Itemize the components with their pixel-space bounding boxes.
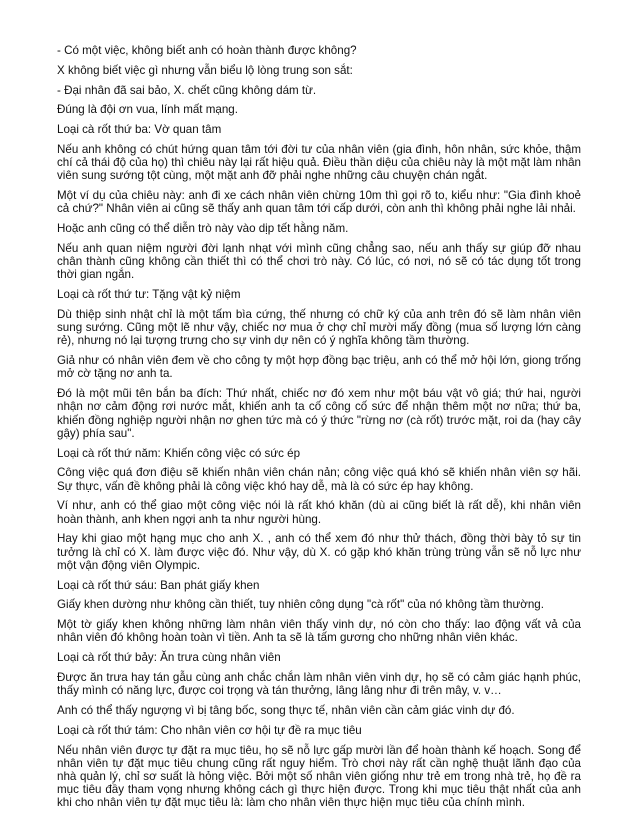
paragraph: Đó là một mũi tên bắn ba đích: Thứ nhất, chiếc nơ đó xem như một báu vật vô giá; thứ hai, người nhận nơ cảm động rơi nước mắt, khiến anh ta cố công cố sức để nhận thêm một nơ nữa; thứ ba, khiến đồng nghiệp người nhận nơ ghen tức mà có ý thức "rừng nơ (cà rốt) trước mặt, roi da (hay cây gậy) phía sau". — [57, 387, 581, 440]
paragraph: X không biết việc gì nhưng vẫn biểu lộ lòng trung son sắt: — [57, 63, 353, 77]
paragraph: Được ăn trưa hay tán gẫu cùng anh chắc chắn làm nhân viên vinh dự, họ sẽ có cảm giác hạnh phúc, thấy mình có năng lực, được coi trọng và tán thưởng, lâng lâng như đi trên mây, v. v… — [57, 670, 581, 698]
section-heading: Loại cà rốt thứ năm: Khiến công việc có sức ép — [57, 446, 301, 460]
paragraph: Hoặc anh cũng có thể diễn trò này vào dịp tết hằng năm. — [57, 222, 349, 236]
section-heading: Loại cà rốt thứ tám: Cho nhân viên cơ hội tự đề ra mục tiêu — [57, 723, 362, 737]
paragraph: Anh có thể thấy ngượng vì bị tâng bốc, song thực tế, nhân viên cần cảm giác vinh dự đó. — [57, 703, 515, 717]
paragraph: Nếu anh không có chút hứng quan tâm tới đời tư của nhân viên (gia đình, hôn nhân, sức khỏe, thậm chí cả thái độ của họ) thì chiêu này lại rất hiệu quả. Điều thần diệu của chiêu này là một mặt làm nhân viên sung sướng tột cùng, một mặt anh đỡ phải nghe những câu chuyện chán ngắt. — [57, 142, 581, 183]
section-heading: Loại cà rốt thứ tư: Tặng vật kỷ niệm — [57, 288, 241, 302]
paragraph: Dù thiệp sinh nhật chỉ là một tấm bìa cứng, thế nhưng có chữ ký của anh trên đó sẽ làm nhân viên sung sướng. Cũng một lẽ như vậy, chiếc nơ mua ở chợ chỉ mười mấy đồng (mua số lượng lớn càng rẻ), nhưng nó lại tượng trưng cho sự vinh dự nên có ý nghĩa không tầm thường. — [57, 307, 581, 348]
paragraph: Nếu nhân viên được tự đặt ra mục tiêu, họ sẽ nỗ lực gấp mười lần để hoàn thành kế hoạch. Song để nhân viên tự đặt mục tiêu chung cũng rất nguy hiểm. Trò chơi này rất cần nghệ thuật lãnh đạo của nhà quản lý, chỉ sơ suất là hỏng việc. Bởi một số nhân viên giống như trẻ em trong nhà trẻ, họ đề ra mục tiêu đầy tham vọng nhưng không cách gì thực hiện được. Trong khi mục tiêu thật nhất của anh khi cho nhân viên tự đặt mục tiêu là: làm cho nhân viên thực hiện mục tiêu của chính mình. — [57, 743, 581, 810]
paragraph: Đúng là đội ơn vua, lính mất mạng. — [57, 103, 238, 117]
document-page — [57, 44, 581, 816]
paragraph: - Đại nhân đã sai bảo, X. chết cũng không dám từ. — [57, 83, 317, 97]
section-heading: Loại cà rốt thứ ba: Vờ quan tâm — [57, 123, 222, 137]
paragraph: Công việc quá đơn điệu sẽ khiến nhân viên chán nản; công việc quá khó sẽ khiến nhân viên sợ hãi. Sự thực, vấn đề không phải là công việc khó hay dễ, mà là có sức ép hay không. — [57, 466, 581, 493]
paragraph: Giấy khen dường như không cần thiết, tuy nhiên công dụng "cà rốt" của nó không tầm thường. — [57, 598, 544, 612]
paragraph: Ví như, anh có thể giao một công việc nói là rất khó khăn (dù ai cũng biết là rất dễ), khi nhân viên hoàn thành, anh khen ngợi anh ta như người hùng. — [57, 499, 581, 526]
section-heading: Loại cà rốt thứ bảy: Ăn trưa cùng nhân viên — [57, 651, 281, 665]
paragraph: Một ví dụ của chiêu này: anh đi xe cách nhân viên chừng 10m thì gọi rõ to, kiểu như: "Gia đình khoẻ cả chứ?" Nhân viên ai cũng sẽ thấy anh quan tâm tới cấp dưới, còn anh thì không phải nghe lải nhải. — [57, 189, 581, 216]
section-heading: Loại cà rốt thứ sáu: Ban phát giấy khen — [57, 578, 260, 592]
paragraph: Nếu anh quan niệm người đời lạnh nhạt với mình cũng chẳng sao, nếu anh thấy sự giúp đỡ nhau chân thành cũng không cần thiết thì có thể chơi trò này. Có lúc, có nơi, nó sẽ có tác dụng tốt trong thời gian ngắn. — [57, 241, 581, 282]
paragraph: - Có một việc, không biết anh có hoàn thành được không? — [57, 44, 357, 57]
paragraph: Giả như có nhân viên đem về cho công ty một hợp đồng bạc triệu, anh có thể mở hội lớn, giong trống mở cờ tặng nơ anh ta. — [57, 354, 581, 381]
paragraph: Một tờ giấy khen không những làm nhân viên thấy vinh dự, nó còn cho thấy: lao động vất vả của nhân viên đó không hoàn toàn vì tiền. Anh ta sẽ là tấm gương cho những nhân viên khác. — [57, 618, 581, 645]
paragraph: Hay khi giao một hạng mục cho anh X. , anh có thể xem đó như thử thách, đồng thời bày tỏ sự tin tưởng là chỉ có X. làm được việc đó. Như vậy, dù X. có gặp khó khăn trùng trùng vẫn sẽ nỗ lực như một vận động viên Olympic. — [57, 532, 581, 572]
